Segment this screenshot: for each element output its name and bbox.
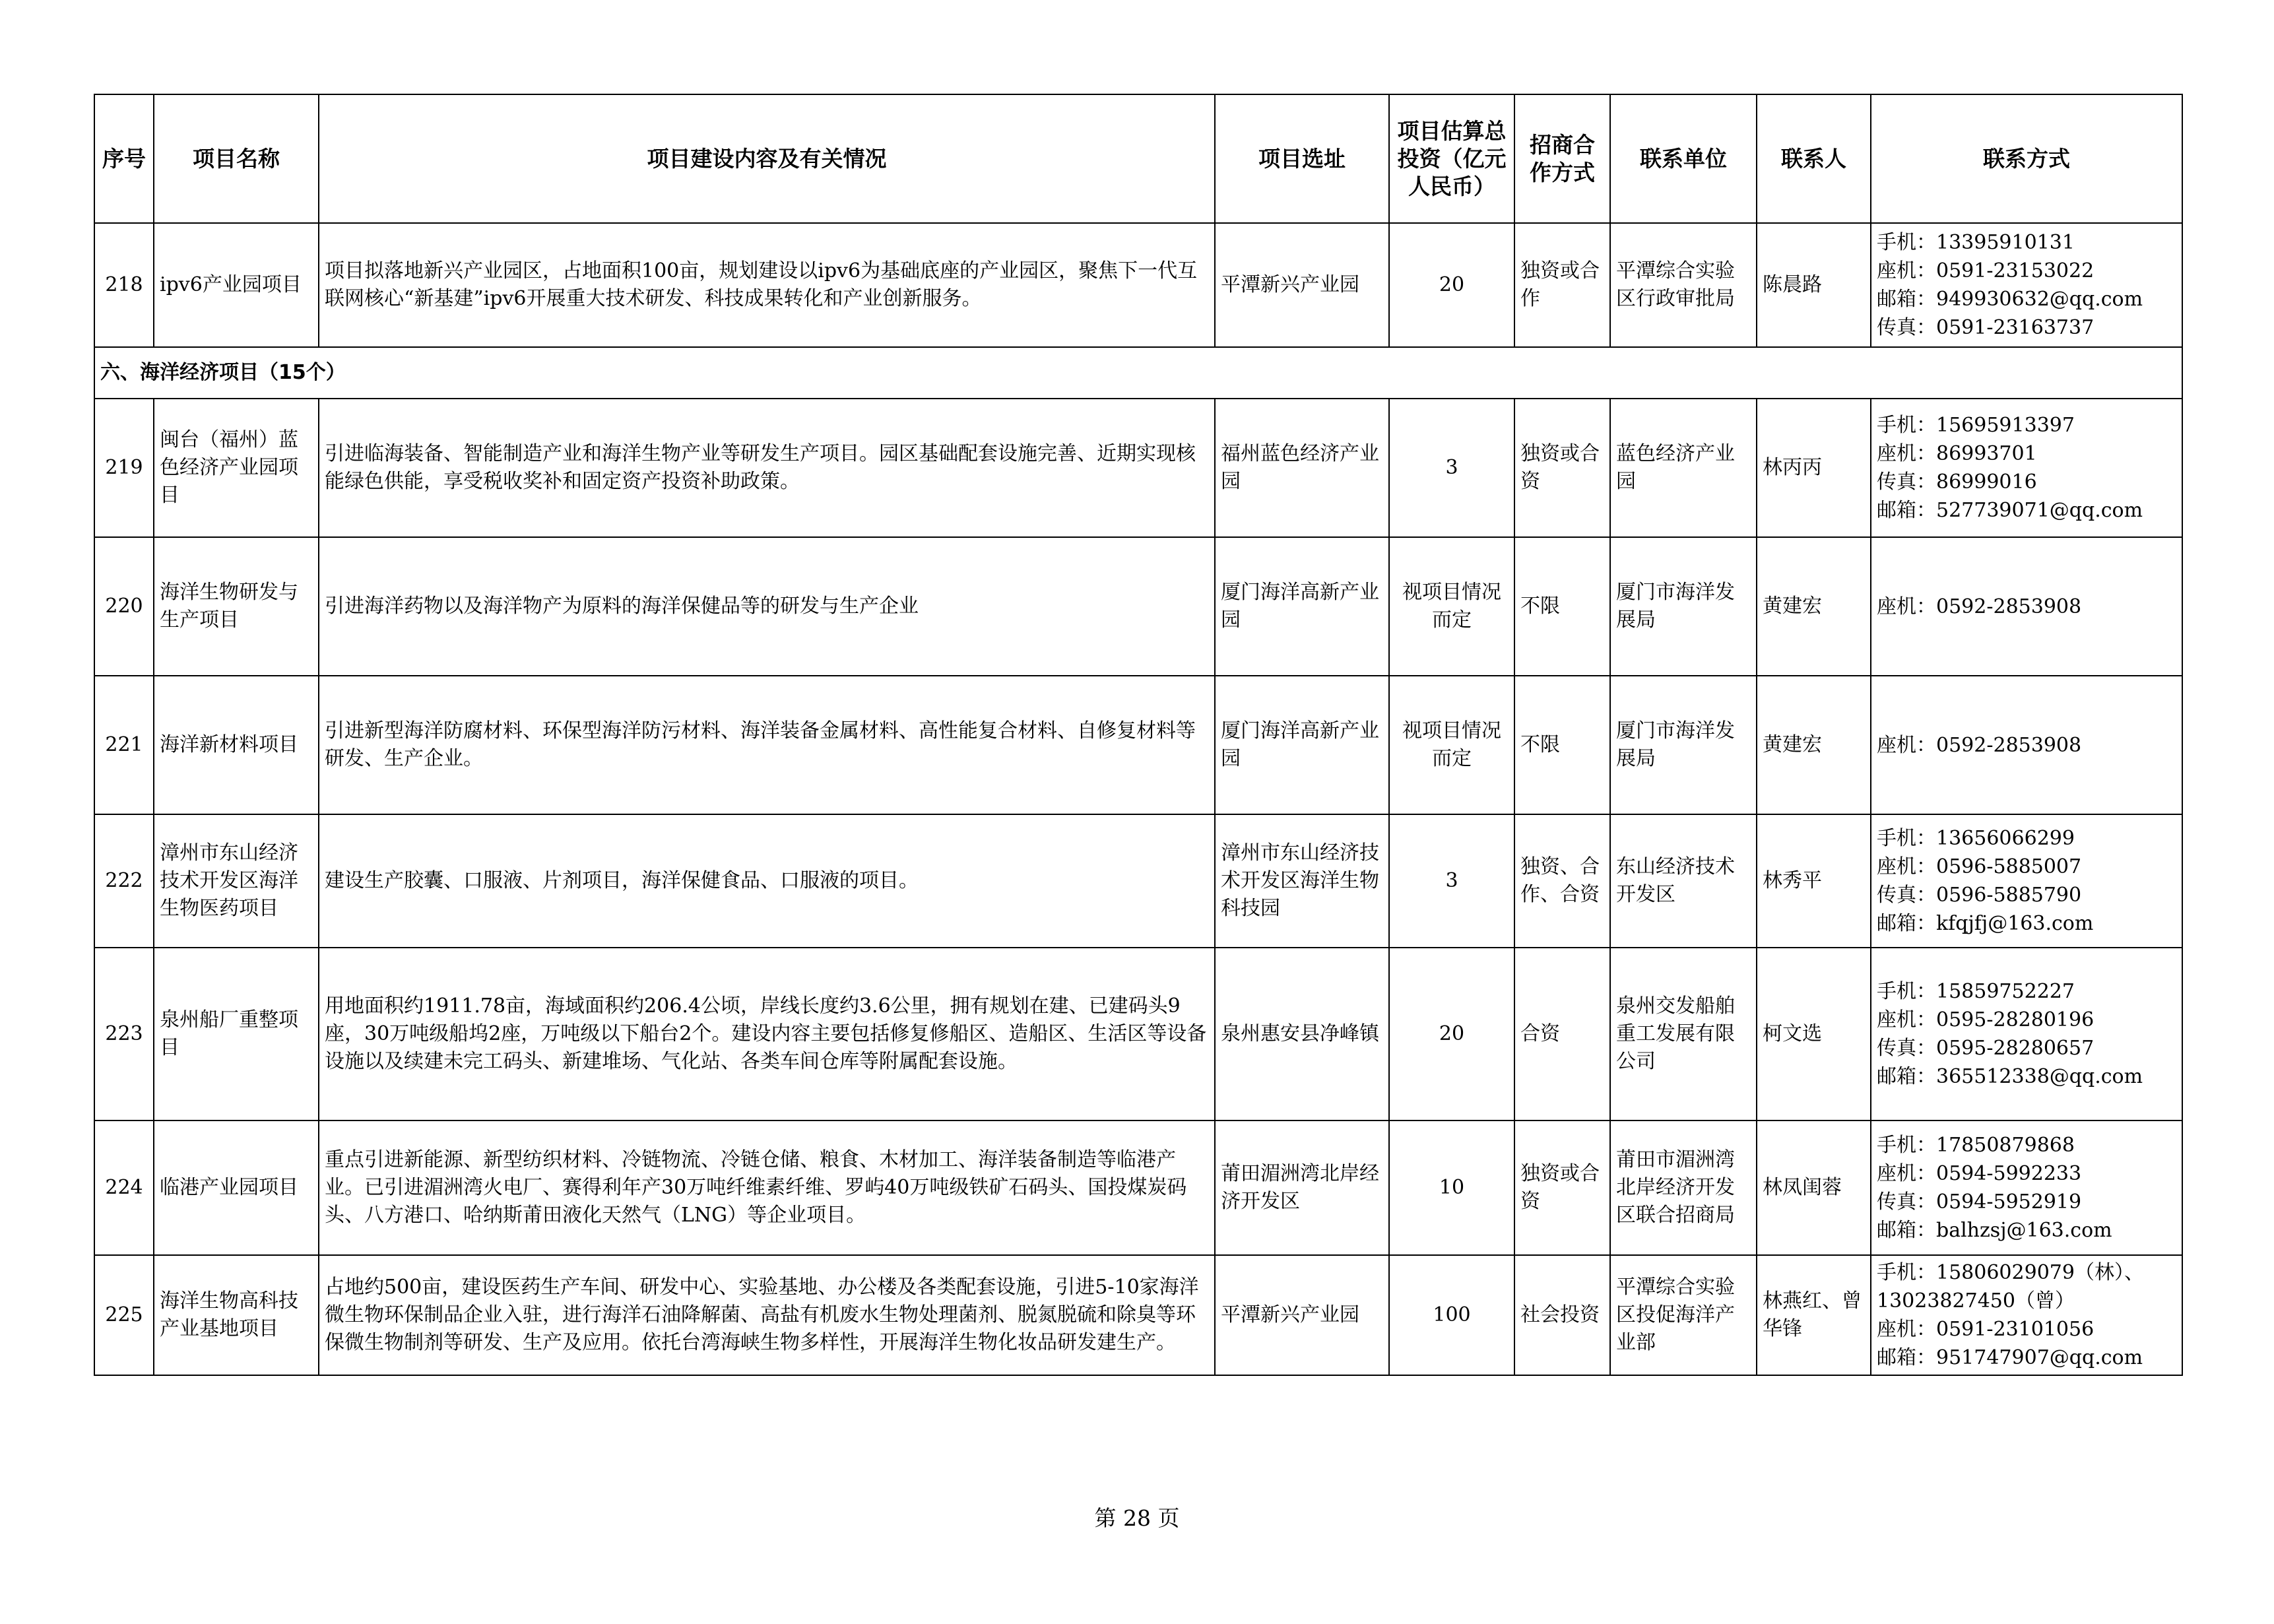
row-no: 221	[94, 676, 154, 814]
row-person: 林凤闺蓉	[1757, 1121, 1871, 1255]
row-no: 225	[94, 1255, 154, 1375]
row-contact	[1871, 814, 2182, 948]
row-no: 218	[94, 223, 154, 347]
contact-line: 座机：0592-2853908	[1877, 733, 2082, 757]
table-row	[94, 676, 2182, 814]
contact-line: 座机：86993701	[1877, 442, 2037, 465]
row-invest: 20	[1389, 223, 1514, 347]
row-unit: 莆田市湄洲湾北岸经济开发区联合招商局	[1610, 1121, 1757, 1255]
row-invest: 视项目情况而定	[1389, 537, 1514, 676]
table-row	[94, 814, 2182, 948]
row-contact	[1871, 399, 2182, 537]
row-content: 占地约500亩，建设医药生产车间、研发中心、实验基地、办公楼及各类配套设施，引进5-10家海洋微生物环保制品企业入驻，进行海洋石油降解菌、高盐有机废水生物处理菌剂、脱氮脱硫和除臭等环保微生物制剂等研发、生产及应用。依托台湾海峡生物多样性，开展海洋生物化妆品研发建生产。	[319, 1255, 1215, 1375]
row-mode: 独资或合资	[1514, 399, 1610, 537]
contact-line: 手机：17850879868	[1877, 1134, 2075, 1157]
row-contact	[1871, 676, 2182, 814]
row-content: 项目拟落地新兴产业园区，占地面积100亩，规划建设以ipv6为基础底座的产业园区，聚焦下一代互联网核心“新基建”ipv6开展重大技术研发、科技成果转化和产业创新服务。	[319, 223, 1215, 347]
row-site: 莆田湄洲湾北岸经济开发区	[1215, 1121, 1389, 1255]
row-person: 黄建宏	[1757, 676, 1871, 814]
row-contact	[1871, 948, 2182, 1121]
row-content: 重点引进新能源、新型纺织材料、冷链物流、冷链仓储、粮食、木材加工、海洋装备制造等临港产业。已引进湄洲湾火电厂、赛得利年产30万吨纤维素纤维、罗屿40万吨级铁矿石码头、国投煤炭码头、八方港口、哈纳斯莆田液化天然气（LNG）等企业项目。	[319, 1121, 1215, 1255]
header-row	[94, 94, 2182, 223]
contact-line: 手机：13656066299	[1877, 827, 2075, 850]
row-content: 建设生产胶囊、口服液、片剂项目，海洋保健食品、口服液的项目。	[319, 814, 1215, 948]
table-row	[94, 1255, 2182, 1375]
row-site: 泉州惠安县净峰镇	[1215, 948, 1389, 1121]
row-person: 林丙丙	[1757, 399, 1871, 537]
row-name: 临港产业园项目	[154, 1121, 319, 1255]
row-name: 海洋新材料项目	[154, 676, 319, 814]
header-name: 项目名称	[154, 94, 319, 223]
contact-line: 传真：86999016	[1877, 471, 2037, 494]
header-invest: 项目估算总投资（亿元人民币）	[1389, 94, 1514, 223]
row-mode: 独资、合作、合资	[1514, 814, 1610, 948]
table-row	[94, 948, 2182, 1121]
contact-line: 座机：0596-5885007	[1877, 855, 2082, 878]
header-site: 项目选址	[1215, 94, 1389, 223]
row-mode: 不限	[1514, 537, 1610, 676]
row-site: 福州蓝色经济产业园	[1215, 399, 1389, 537]
header-person: 联系人	[1757, 94, 1871, 223]
contact-line: 座机：0595-28280196	[1877, 1008, 2095, 1031]
row-unit: 平潭综合实验区行政审批局	[1610, 223, 1757, 347]
row-content: 用地面积约1911.78亩，海域面积约206.4公顷，岸线长度约3.6公里，拥有规划在建、已建码头9座，30万吨级船坞2座，万吨级以下船台2个。建设内容主要包括修复修船区、造船区、生活区等设备设施以及续建未完工码头、新建堆场、气化站、各类车间仓库等附属配套设施。	[319, 948, 1215, 1121]
row-no: 224	[94, 1121, 154, 1255]
row-content: 引进临海装备、智能制造产业和海洋生物产业等研发生产项目。园区基础配套设施完善、近期实现核能绿色供能，享受税收奖补和固定资产投资补助政策。	[319, 399, 1215, 537]
header-mode: 招商合作方式	[1514, 94, 1610, 223]
row-name: ipv6产业园项目	[154, 223, 319, 347]
row-no: 220	[94, 537, 154, 676]
contact-line: 邮箱：951747907@qq.com	[1877, 1346, 2143, 1369]
contact-line: 传真：0595-28280657	[1877, 1037, 2095, 1060]
table-row	[94, 399, 2182, 537]
row-mode: 不限	[1514, 676, 1610, 814]
row-person: 林燕红、曾华锋	[1757, 1255, 1871, 1375]
contact-line: 邮箱：949930632@qq.com	[1877, 288, 2143, 311]
row-site: 厦门海洋高新产业园	[1215, 676, 1389, 814]
contact-line: 手机：15806029079（林）、	[1877, 1261, 2144, 1284]
row-no: 219	[94, 399, 154, 537]
row-unit: 厦门市海洋发展局	[1610, 676, 1757, 814]
row-no: 223	[94, 948, 154, 1121]
contact-line: 邮箱：527739071@qq.com	[1877, 499, 2143, 522]
contact-line: 邮箱：365512338@qq.com	[1877, 1065, 2143, 1088]
row-content: 引进新型海洋防腐材料、环保型海洋防污材料、海洋装备金属材料、高性能复合材料、自修复材料等研发、生产企业。	[319, 676, 1215, 814]
contact-line: 13023827450（曾）	[1877, 1289, 2075, 1313]
contact-line: 手机：15859752227	[1877, 980, 2075, 1003]
header-no: 序号	[94, 94, 154, 223]
row-unit: 蓝色经济产业园	[1610, 399, 1757, 537]
row-name: 闽台（福州）蓝色经济产业园项目	[154, 399, 319, 537]
page-number: 第 28 页	[1094, 1505, 1180, 1531]
row-invest: 10	[1389, 1121, 1514, 1255]
contact-line: 邮箱：balhzsj@163.com	[1877, 1219, 2112, 1242]
row-invest: 视项目情况而定	[1389, 676, 1514, 814]
row-site: 漳州市东山经济技术开发区海洋生物科技园	[1215, 814, 1389, 948]
header-unit: 联系单位	[1610, 94, 1757, 223]
row-contact	[1871, 537, 2182, 676]
row-mode: 独资或合资	[1514, 1121, 1610, 1255]
contact-line: 传真：0591-23163737	[1877, 316, 2095, 339]
row-no: 222	[94, 814, 154, 948]
row-name: 漳州市东山经济技术开发区海洋生物医药项目	[154, 814, 319, 948]
contact-line: 手机：15695913397	[1877, 414, 2075, 437]
row-name: 海洋生物研发与生产项目	[154, 537, 319, 676]
table-row	[94, 223, 2182, 347]
row-content: 引进海洋药物以及海洋物产为原料的海洋保健品等的研发与生产企业	[319, 537, 1215, 676]
row-invest: 3	[1389, 399, 1514, 537]
row-invest: 100	[1389, 1255, 1514, 1375]
row-contact	[1871, 223, 2182, 347]
row-name: 海洋生物高科技产业基地项目	[154, 1255, 319, 1375]
contact-line: 手机：13395910131	[1877, 231, 2075, 254]
row-unit: 泉州交发船舶重工发展有限公司	[1610, 948, 1757, 1121]
row-site: 平潭新兴产业园	[1215, 1255, 1389, 1375]
row-site: 厦门海洋高新产业园	[1215, 537, 1389, 676]
table-row	[94, 1121, 2182, 1255]
contact-line: 座机：0591-23101056	[1877, 1318, 2095, 1341]
row-mode: 合资	[1514, 948, 1610, 1121]
row-mode: 社会投资	[1514, 1255, 1610, 1375]
contact-line: 传真：0596-5885790	[1877, 884, 2082, 907]
row-person: 柯文选	[1757, 948, 1871, 1121]
row-person: 林秀平	[1757, 814, 1871, 948]
contact-line: 邮箱：kfqjfj@163.com	[1877, 912, 2094, 935]
header-content: 项目建设内容及有关情况	[319, 94, 1215, 223]
table-row	[94, 537, 2182, 676]
row-mode: 独资或合作	[1514, 223, 1610, 347]
header-contact: 联系方式	[1871, 94, 2182, 223]
project-table	[94, 94, 2183, 1376]
row-name: 泉州船厂重整项目	[154, 948, 319, 1121]
contact-line: 座机：0592-2853908	[1877, 595, 2082, 618]
row-site: 平潭新兴产业园	[1215, 223, 1389, 347]
contact-line: 传真：0594-5952919	[1877, 1190, 2082, 1214]
row-person: 陈晨路	[1757, 223, 1871, 347]
row-contact	[1871, 1255, 2182, 1375]
contact-line: 座机：0591-23153022	[1877, 259, 2095, 282]
row-unit: 厦门市海洋发展局	[1610, 537, 1757, 676]
row-contact	[1871, 1121, 2182, 1255]
row-invest: 3	[1389, 814, 1514, 948]
section-title: 六、海洋经济项目（15个）	[94, 347, 2182, 399]
row-person: 黄建宏	[1757, 537, 1871, 676]
row-unit: 东山经济技术开发区	[1610, 814, 1757, 948]
section-row	[94, 347, 2182, 399]
contact-line: 座机：0594-5992233	[1877, 1162, 2082, 1185]
row-invest: 20	[1389, 948, 1514, 1121]
row-unit: 平潭综合实验区投促海洋产业部	[1610, 1255, 1757, 1375]
